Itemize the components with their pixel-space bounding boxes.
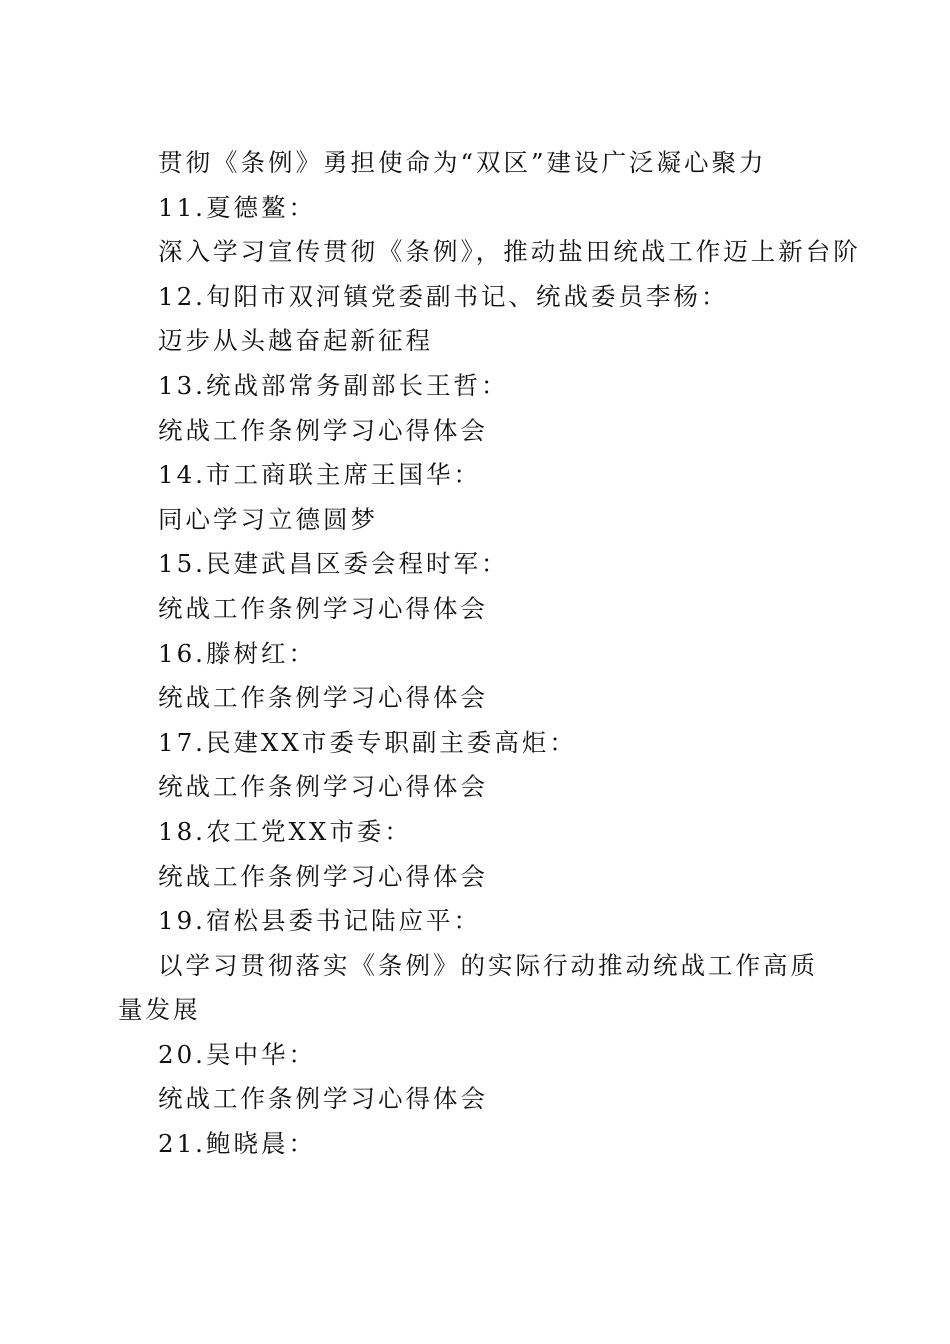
- text-line: 统战工作条例学习心得体会: [158, 593, 488, 623]
- text-line: 统战工作条例学习心得体会: [158, 861, 488, 891]
- list-item-heading: 18.农工党XX市委：: [158, 816, 412, 846]
- text-line: 深入学习宣传贯彻《条例》，推动盐田统战工作迈上新台阶: [158, 237, 861, 267]
- text-line: 迈步从头越奋起新征程: [158, 326, 433, 356]
- list-item-heading: 21.鲍晓晨：: [158, 1129, 316, 1159]
- list-item-heading: 20.吴中华：: [158, 1039, 316, 1069]
- list-item-heading: 17.民建XX市委专职副主委高炬：: [158, 727, 577, 757]
- list-item-heading: 12.旬阳市双河镇党委副书记、统战委员李杨：: [158, 281, 729, 311]
- text-line: 以学习贯彻落实《条例》的实际行动推动统战工作高质量发展: [118, 950, 818, 1025]
- list-item-heading: 15.民建武昌区委会程时军：: [158, 549, 509, 579]
- text-line: 统战工作条例学习心得体会: [158, 772, 488, 802]
- list-item-heading: 16.滕树红：: [158, 638, 316, 668]
- list-item-heading: 11.夏德鳌：: [158, 192, 316, 222]
- list-item-heading: 13.统战部常务副部长王哲：: [158, 370, 509, 400]
- text-line: 统战工作条例学习心得体会: [158, 683, 488, 713]
- list-item-heading: 19.宿松县委书记陆应平：: [158, 906, 481, 936]
- list-item-heading: 14.市工商联主席王国华：: [158, 460, 481, 490]
- text-line: 同心学习立德圆梦: [158, 504, 378, 534]
- text-line: 贯彻《条例》勇担使命为“双区”建设广泛凝心聚力: [158, 148, 767, 177]
- document-body: [118, 141, 861, 1167]
- text-line: 统战工作条例学习心得体会: [158, 1084, 488, 1114]
- text-line: 统战工作条例学习心得体会: [158, 415, 488, 445]
